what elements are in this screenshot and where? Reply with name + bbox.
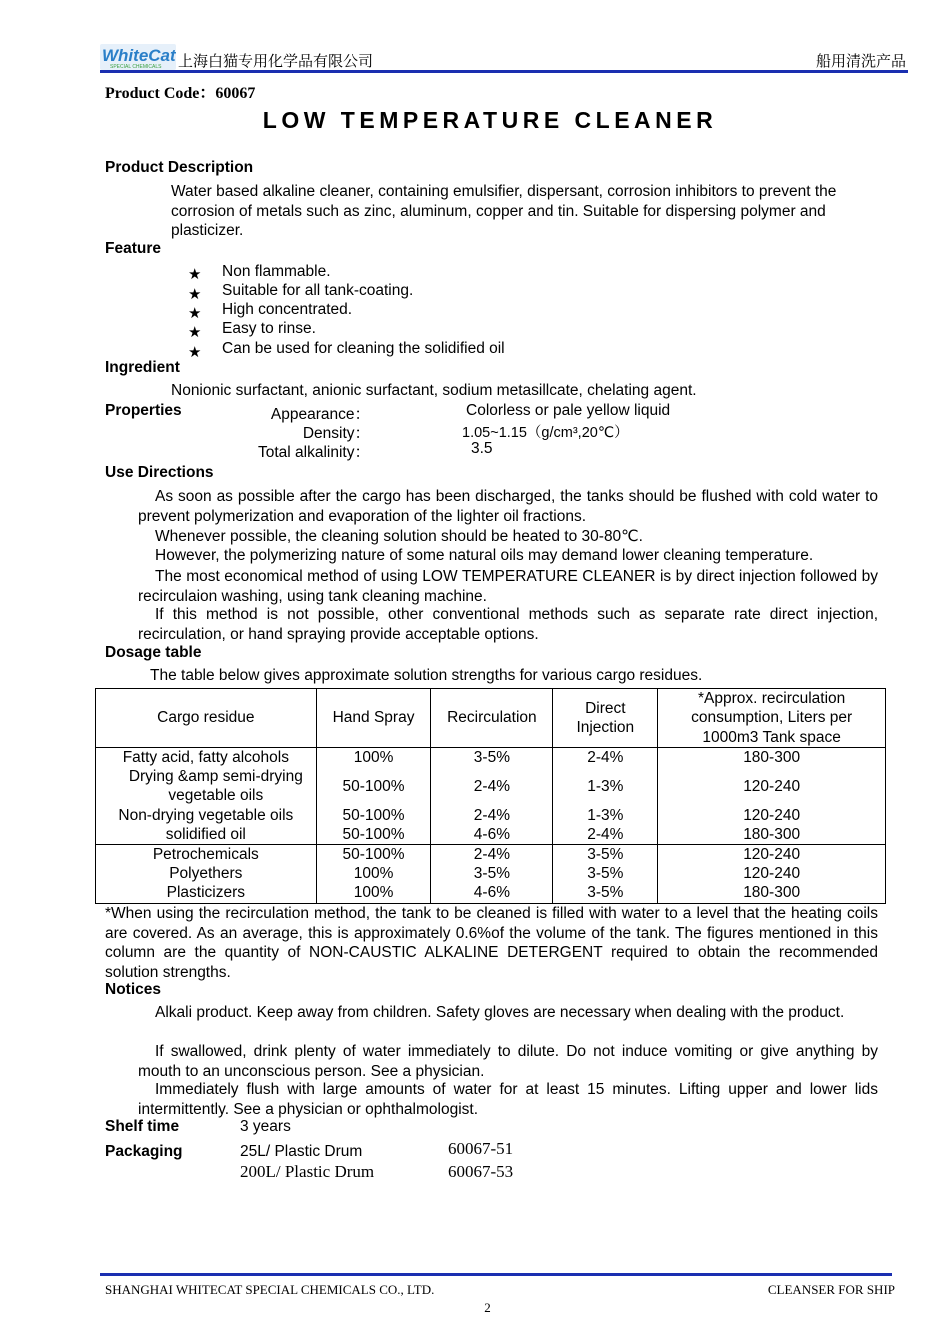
product-code: Product Code：60067	[105, 85, 256, 102]
table-row	[96, 883, 886, 903]
ingredient-text: Nonionic surfactant, anionic surfactant, sodium metasillcate, chelating agent.	[171, 382, 697, 399]
table-row	[96, 864, 886, 883]
description-paragraph: Water based alkaline cleaner, containing emulsifier, dispersant, corrosion inhibitors to prevent the corrosion of metals such as zinc, aluminum, copper and tin. Suitable for dispersing polymer and plasticizer.	[171, 183, 837, 239]
use-directions-paragraph: Whenever possible, the cleaning solution should be heated to 30-80℃.	[155, 528, 643, 545]
table-cell: 100%	[316, 883, 431, 903]
table-cell: 3-5%	[431, 748, 553, 768]
dosage-intro: The table below gives approximate solution strengths for various cargo residues.	[150, 667, 703, 684]
table-cell: Drying &amp semi-drying vegetable oils	[96, 767, 317, 805]
use-directions-paragraph: However, the polymerizing nature of some natural oils may demand lower cleaning temperature.	[155, 547, 814, 564]
page-number: 2	[484, 1300, 491, 1315]
table-cell: 2-4%	[431, 767, 553, 805]
table-cell: 120-240	[658, 845, 886, 865]
header-rule	[100, 70, 908, 73]
table-cell: Fatty acid, fatty alcohols	[96, 748, 317, 768]
properties-heading: Properties	[105, 402, 182, 419]
table-cell: 50-100%	[316, 806, 431, 825]
whitecat-logo	[100, 44, 176, 70]
table-cell: 1-3%	[553, 806, 658, 825]
table-row	[96, 825, 886, 845]
table-row	[96, 748, 886, 768]
notice-paragraph: Immediately flush with large amounts of water for at least 15 minutes. Lifting upper and lower lids intermittently. See a physician or ophthalmologist.	[138, 1081, 878, 1118]
property-value: 3.5	[471, 440, 493, 457]
page-title: LOW TEMPERATURE CLEANER	[262, 107, 718, 133]
footer-rule	[100, 1273, 892, 1276]
table-cell: Non-drying vegetable oils	[96, 806, 317, 825]
table-cell: 1-3%	[553, 767, 658, 805]
feature-item: Suitable for all tank-coating.	[222, 282, 414, 299]
table-cell: 4-6%	[431, 825, 553, 845]
packaging-label: Packaging	[105, 1143, 183, 1160]
use-directions-paragraph: The most economical method of using LOW TEMPERATURE CLEANER is by direct injection followed by recirculaion washing, using tank cleaning machine.	[138, 568, 878, 605]
column-header: Cargo residue	[96, 689, 317, 748]
feature-item: Easy to rinse.	[222, 320, 316, 337]
table-cell: 3-5%	[553, 845, 658, 865]
logo-text: WhiteCat	[102, 46, 176, 65]
footer-category: CLEANSER FOR SHIP	[767, 1282, 895, 1297]
table-row	[96, 806, 886, 825]
star-bullet-icon: ★	[188, 266, 202, 283]
packaging-item-code: 60067-53	[448, 1162, 514, 1181]
table-cell: 3-5%	[553, 864, 658, 883]
table-cell: Petrochemicals	[96, 845, 317, 865]
table-cell: 50-100%	[316, 767, 431, 805]
notices-heading: Notices	[105, 981, 161, 998]
star-bullet-icon: ★	[188, 324, 202, 341]
table-cell: 2-4%	[553, 825, 658, 845]
table-cell: 180-300	[658, 748, 886, 768]
packaging-item-name: 200L/ Plastic Drum	[240, 1162, 375, 1181]
table-row	[96, 845, 886, 865]
table-cell: 180-300	[658, 825, 886, 845]
shelf-time-label: Shelf time	[105, 1118, 180, 1135]
table-cell: 3-5%	[431, 864, 553, 883]
use-directions-paragraph: If this method is not possible, other conventional methods such as separate rate direct injection, recirculation, or hand spraying provide acceptable options.	[138, 606, 878, 643]
table-cell: 50-100%	[316, 845, 431, 865]
table-cell: 180-300	[658, 883, 886, 903]
logo-subtext: SPECIAL CHEMICALS	[110, 64, 162, 70]
table-cell: 4-6%	[431, 883, 553, 903]
ingredient-heading: Ingredient	[105, 359, 180, 376]
feature-item: Non flammable.	[222, 263, 331, 280]
packaging-item-code: 60067-51	[448, 1139, 514, 1158]
packaging-item-name: 25L/ Plastic Drum	[240, 1143, 363, 1160]
column-header: Direct Injection	[553, 689, 658, 748]
table-cell: 120-240	[658, 767, 886, 805]
property-label: Appearance：	[270, 406, 370, 423]
footer-company: SHANGHAI WHITECAT SPECIAL CHEMICALS CO., LTD.	[105, 1282, 435, 1297]
description-text	[105, 182, 895, 241]
feature-item: Can be used for cleaning the solidified oil	[222, 340, 505, 357]
table-header-row	[96, 689, 886, 748]
feature-item: High concentrated.	[222, 301, 353, 318]
header-company-cn: 上海白猫专用化学品有限公司	[178, 52, 374, 70]
table-cell: 120-240	[658, 864, 886, 883]
column-header: Hand Spray	[316, 689, 431, 748]
dosage-heading: Dosage table	[105, 644, 202, 661]
table-cell: 2-4%	[431, 806, 553, 825]
dosage-table	[95, 688, 886, 904]
table-row	[96, 767, 886, 805]
table-cell: solidified oil	[96, 825, 317, 845]
property-label: Density：	[302, 425, 370, 442]
column-header: Recirculation	[431, 689, 553, 748]
use-directions-heading: Use Directions	[105, 464, 214, 481]
table-cell: Plasticizers	[96, 883, 317, 903]
dosage-footnote: *When using the recirculation method, the tank to be cleaned is filled with water to a level that the heating coils are covered. As an average, this is approximately 0.6%of the volume of the tank. The figures mentioned in this column are the quantity of NON-CAUSTIC ALKALINE DETERGENT required to obtain the recommended solution strengths.	[105, 905, 878, 981]
star-bullet-icon: ★	[188, 305, 202, 322]
notice-paragraph: If swallowed, drink plenty of water immediately to dilute. Do not induce vomiting or give anything by mouth to an unconscious person. See a physician.	[138, 1043, 878, 1080]
description-heading: Product Description	[105, 159, 254, 176]
table-cell: 100%	[316, 748, 431, 768]
table-cell: 100%	[316, 864, 431, 883]
table-cell: 50-100%	[316, 825, 431, 845]
table-cell: Polyethers	[96, 864, 317, 883]
column-header: *Approx. recirculation consumption, Liters per 1000m3 Tank space	[658, 689, 886, 748]
table-cell: 120-240	[658, 806, 886, 825]
star-bullet-icon: ★	[188, 286, 202, 303]
property-value: Colorless or pale yellow liquid	[466, 402, 671, 419]
property-label: Total alkalinity：	[258, 444, 370, 461]
table-cell: 2-4%	[553, 748, 658, 768]
property-value: 1.05~1.15（g/cm³,20℃）	[462, 425, 629, 441]
feature-heading: Feature	[105, 240, 161, 257]
table-cell: 2-4%	[431, 845, 553, 865]
table-cell: 3-5%	[553, 883, 658, 903]
header-category-cn: 船用清洗产品	[815, 52, 906, 70]
use-directions-paragraph: As soon as possible after the cargo has been discharged, the tanks should be flushed with cold water to prevent polymerization and evaporation of the lighter oil fractions.	[138, 488, 878, 525]
notice-paragraph: Alkali product. Keep away from children. Safety gloves are necessary when dealing with the product.	[155, 1004, 845, 1021]
shelf-time-value: 3 years	[240, 1118, 291, 1135]
star-bullet-icon: ★	[188, 344, 202, 361]
